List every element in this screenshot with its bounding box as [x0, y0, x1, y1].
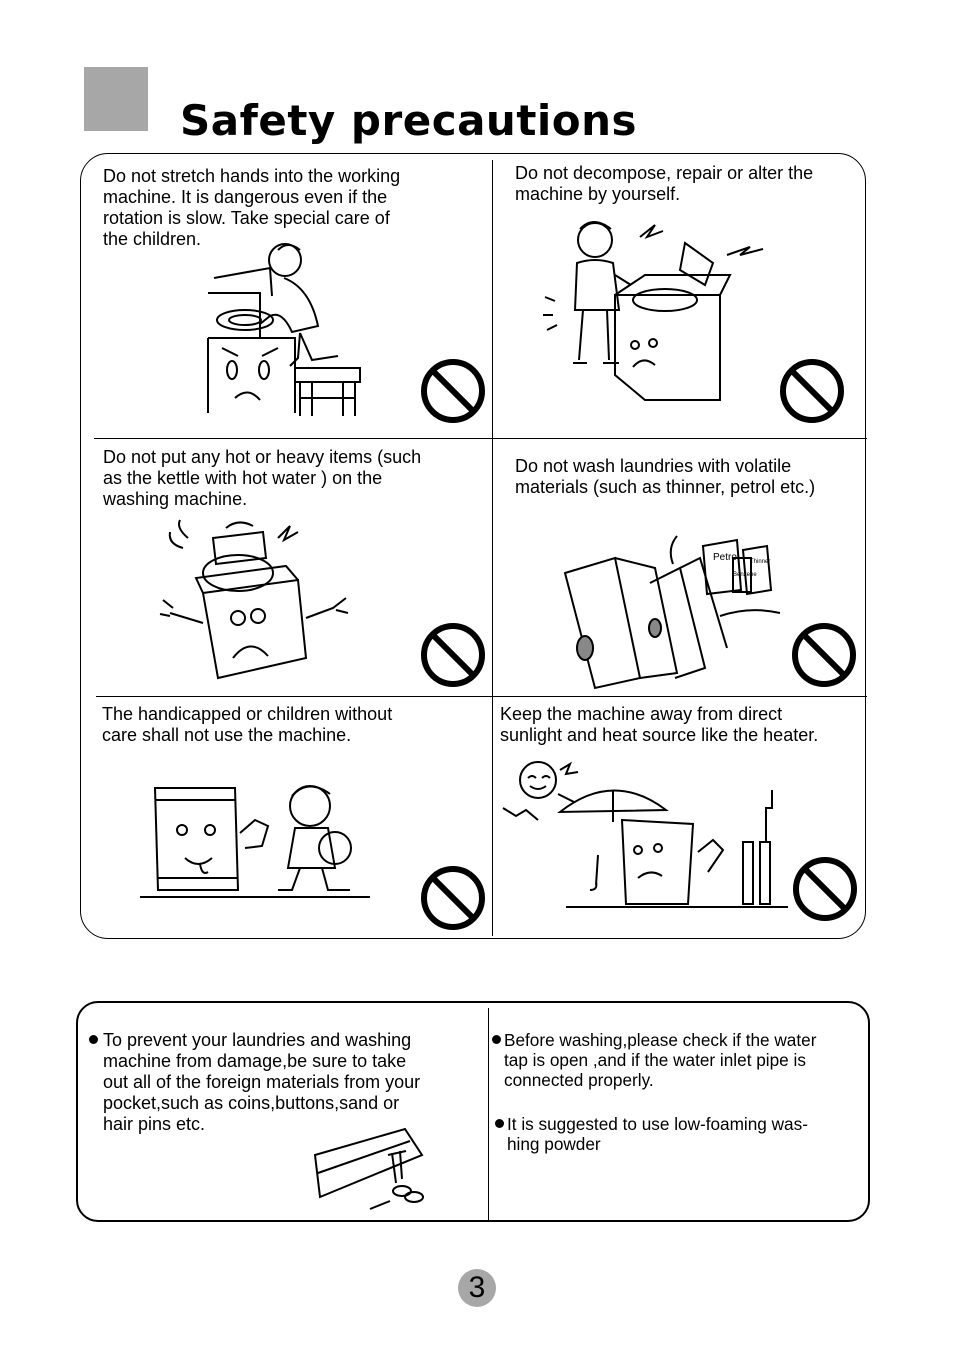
tip-text-foreign-materials: To prevent your laundries and washing machine from damage,be sure to take out all of the foreign materials from your pocket,such as coins,buttons,sand or hair pins etc.	[103, 1030, 421, 1134]
bullet-icon	[492, 1035, 501, 1044]
child-reaching-into-machine-illustration	[200, 238, 370, 418]
warning-text-hands: Do not stretch hands into the working machine. It is dangerous even if the rotation is slow. Take special care of the children.	[103, 166, 401, 249]
grid-divider-row-2	[96, 696, 867, 697]
bullet-icon	[89, 1035, 98, 1044]
machine-with-kettle-illustration	[158, 518, 353, 688]
prohibited-icon	[420, 622, 486, 688]
thinner-label: Thinner	[750, 559, 771, 565]
pocket-with-coins-illustration	[310, 1125, 430, 1213]
prohibited-icon	[792, 856, 858, 922]
grid-divider-vertical	[492, 160, 493, 936]
tips-divider	[488, 1008, 489, 1220]
bullet-icon	[495, 1119, 504, 1128]
prohibited-icon	[420, 865, 486, 931]
page-title: Safety precautions	[180, 96, 638, 145]
page-number: 3	[458, 1269, 496, 1307]
clothes-and-solvents-illustration	[555, 528, 785, 693]
section-marker	[84, 67, 148, 131]
warning-text-volatile: Do not wash laundries with volatile materials (such as thinner, petrol etc.)	[515, 456, 816, 497]
machine-under-sun-and-heater-illustration	[498, 760, 788, 910]
prohibited-icon	[791, 622, 857, 688]
warning-text-handicapped: The handicapped or children without care shall not use the machine.	[102, 704, 393, 745]
prohibited-icon	[420, 358, 486, 424]
warning-text-sunlight: Keep the machine away from direct sunlight and heat source like the heater.	[500, 704, 819, 745]
tip-text-water-tap: Before washing,please check if the water tap is open ,and if the water inlet pipe is connected properly.	[504, 1030, 817, 1090]
warning-text-hot-items: Do not put any hot or heavy items (such as the kettle with hot water ) on the washing machine.	[103, 447, 422, 509]
prohibited-icon	[779, 358, 845, 424]
benzene-label: Benzene	[733, 572, 757, 578]
grid-divider-row-1	[94, 438, 867, 439]
person-disassembling-machine-illustration	[535, 215, 770, 410]
warning-text-repair: Do not decompose, repair or alter the machine by yourself.	[515, 163, 814, 204]
machine-and-child-illustration	[140, 778, 375, 903]
petrol-label: Petrol	[713, 552, 740, 563]
tip-text-low-foaming: It is suggested to use low-foaming was- hing powder	[507, 1114, 808, 1154]
